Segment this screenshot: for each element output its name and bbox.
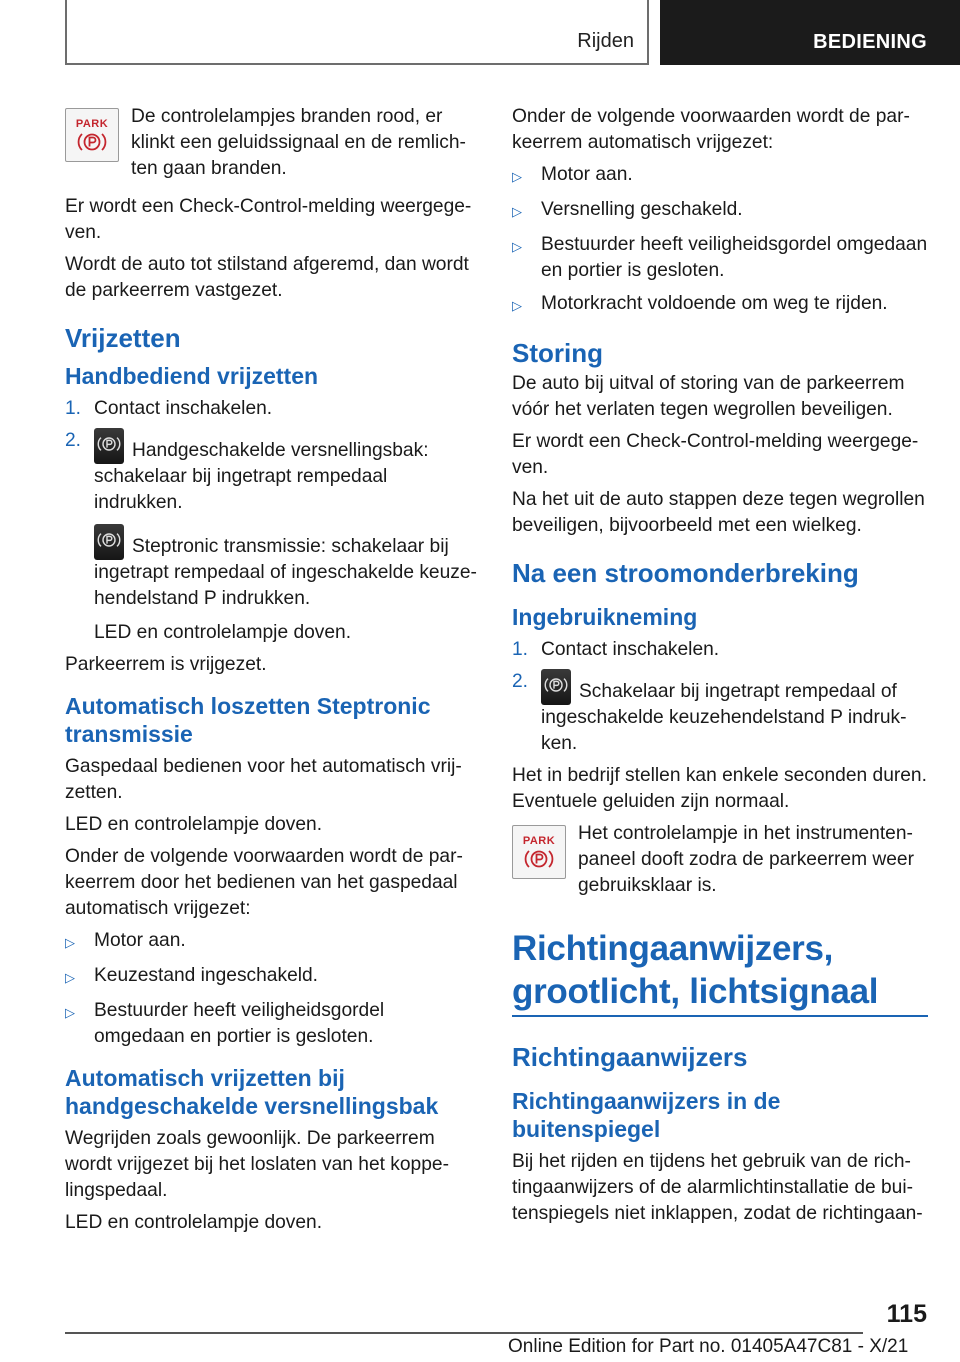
- step-number: 2.: [65, 430, 82, 451]
- bullet-text: Bestuurder heeft veiligheidsgordel omgedaan en portier is gesloten.: [94, 1000, 385, 1047]
- paragraph: Na het uit de auto stappen deze tegen wegrollen beveiligen, bijvoorbeeld met een wielkeg.: [512, 489, 925, 536]
- park-brake-warning-icon: [512, 825, 566, 879]
- bullet-text: Motor aan.: [541, 164, 633, 185]
- step-text: Contact inschakelen.: [94, 398, 273, 419]
- step-text: Contact inschakelen.: [541, 639, 720, 660]
- heading-richtingaanwijzers: Richtingaanwijzers: [512, 1042, 748, 1072]
- park-brake-symbol: [77, 131, 107, 153]
- bullet-triangle-icon: ▷: [65, 935, 75, 950]
- bullet-item: [512, 162, 928, 190]
- paragraph: Wordt de auto tot stilstand afgeremd, dan wordt de parkeerrem vastgezet.: [65, 254, 469, 301]
- heading-richtingaanwijzers-main: Richtingaanwijzers, grootlicht, lichtsignaal: [512, 927, 928, 1017]
- step-item: [512, 637, 928, 663]
- bullet-triangle-icon: ▷: [65, 1005, 75, 1020]
- footer-edition: Online Edition for Part no. 01405A47C81 - X/21: [508, 1336, 909, 1357]
- paragraph: Wegrijden zoals gewoonlijk. De parkeerrem wordt vrijgezet bij het loslaten van het koppe-lingspedaal.: [65, 1128, 449, 1201]
- paragraph: De auto bij uitval of storing van de parkeerrem vóór het verlaten tegen wegrollen beveiligen.: [512, 373, 905, 420]
- bullet-text: Keuzestand ingeschakeld.: [94, 965, 319, 986]
- heading-auto-handgeschakeld: Automatisch vrijzetten bij handgeschakelde versnellingsbak: [65, 1065, 439, 1119]
- bullet-text: Motor aan.: [94, 930, 186, 951]
- header-chapter-title: BEDIENING: [813, 31, 927, 53]
- footer-divider: [65, 1332, 863, 1334]
- paragraph: Onder de volgende voorwaarden wordt de par-keerrem door het bedienen van het gaspedaal automatisch vrijgezet:: [65, 846, 463, 919]
- bullet-item: [65, 998, 480, 1050]
- park-brake-symbol: [524, 848, 554, 870]
- paragraph: Bij het rijden en tijdens het gebruik van de rich-tingaanwijzers of de alarmlichtinstallatie de bui-tenspiegels niet inklappen, zodat de richtingaan-: [512, 1151, 923, 1224]
- parking-brake-button-icon: [541, 669, 571, 705]
- page-number: 115: [886, 1300, 927, 1328]
- paragraph: Er wordt een Check-Control-melding weergege-ven.: [512, 431, 919, 478]
- bullet-triangle-icon: ▷: [65, 970, 75, 985]
- bullet-item: [65, 928, 480, 956]
- bullet-triangle-icon: ▷: [512, 169, 522, 184]
- park-icon-label: PARK: [75, 117, 109, 130]
- step-item: [512, 669, 928, 757]
- step-text: LED en controlelampje doven.: [94, 622, 352, 643]
- paragraph: Gaspedaal bedienen voor het automatisch vrij-zetten.: [65, 756, 462, 803]
- step-number: 1.: [65, 398, 82, 419]
- park-icon-label: PARK: [522, 834, 556, 847]
- bullet-triangle-icon: ▷: [512, 239, 522, 254]
- paragraph: LED en controlelampje doven.: [65, 1212, 323, 1233]
- paragraph: Parkeerrem is vrijgezet.: [65, 654, 267, 675]
- heading-stroomonderbreking: Na een stroomonderbreking: [512, 558, 859, 588]
- heading-handbediend: Handbediend vrijzetten: [65, 363, 319, 389]
- paragraph: LED en controlelampje doven.: [65, 814, 323, 835]
- bullet-triangle-icon: ▷: [512, 298, 522, 313]
- bullet-triangle-icon: ▷: [512, 204, 522, 219]
- step-text: Handgeschakelde versnellingsbak: schakelaar bij ingetrapt rempedaal indrukken.: [94, 440, 429, 513]
- bullet-item: [512, 197, 928, 225]
- header-chapter-box: [660, 0, 960, 65]
- note-text: De controlelampjes branden rood, er klinkt een geluidssignaal en de remlich-ten gaan branden.: [131, 106, 466, 179]
- step-item: [65, 428, 480, 646]
- heading-vrijzetten: Vrijzetten: [65, 323, 181, 353]
- heading-auto-steptronic: Automatisch loszetten Steptronic transmissie: [65, 693, 431, 747]
- step-number: 1.: [512, 639, 529, 660]
- step-item: [65, 396, 480, 422]
- heading-storing: Storing: [512, 338, 603, 368]
- heading-ingebruikneming: Ingebruikneming: [512, 604, 698, 630]
- left-column: [65, 104, 480, 1242]
- paragraph: Onder de volgende voorwaarden wordt de par-keerrem automatisch vrijgezet:: [512, 106, 910, 153]
- bullet-text: Versnelling geschakeld.: [541, 199, 743, 220]
- heading-buitenspiegel: Richtingaanwijzers in de buitenspiegel: [512, 1088, 781, 1142]
- step-text: Steptronic transmissie: schakelaar bij ingetrapt rempedaal of ingeschakelde keuze-hendelstand P indrukken.: [94, 536, 477, 609]
- parking-brake-button-icon: [94, 428, 124, 464]
- paragraph: Er wordt een Check-Control-melding weergege-ven.: [65, 196, 472, 243]
- bullet-item: [65, 963, 480, 991]
- step-text: Schakelaar bij ingetrapt rempedaal of ingeschakelde keuzehendelstand P indruk-ken.: [541, 681, 907, 754]
- header-section-title: Rijden: [577, 30, 634, 52]
- bullet-text: Bestuurder heeft veiligheidsgordel omgedaan en portier is gesloten.: [541, 234, 928, 281]
- paragraph: Het in bedrijf stellen kan enkele seconden duren. Eventuele geluiden zijn normaal.: [512, 765, 927, 812]
- park-brake-warning-icon: [65, 108, 119, 162]
- bullet-item: [512, 232, 928, 284]
- park-info-note: [512, 821, 928, 905]
- note-text: Het controlelampje in het instrumenten-paneel dooft zodra de parkeerrem weer gebruiksklaar is.: [578, 823, 914, 896]
- step-number: 2.: [512, 671, 529, 692]
- parking-brake-button-icon: [94, 524, 124, 560]
- right-column: [512, 104, 928, 1233]
- header-section-box: [65, 0, 649, 65]
- park-warning-note: [65, 104, 480, 188]
- bullet-text: Motorkracht voldoende om weg te rijden.: [541, 293, 888, 314]
- bullet-item: [512, 291, 928, 319]
